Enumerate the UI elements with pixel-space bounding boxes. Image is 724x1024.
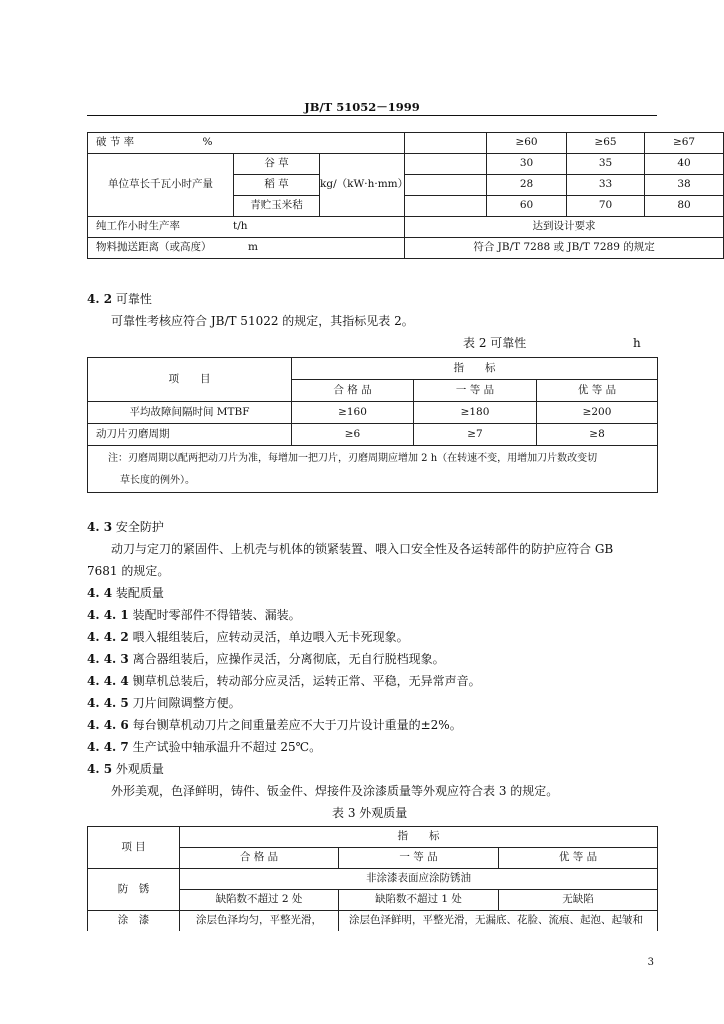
- list-item: 4. 4. 2 喂入辊组装后，应转动灵活，单边喂入无卡死现象。: [87, 630, 409, 644]
- value-cell: ≥67: [645, 133, 724, 154]
- value-cell: ≥65: [567, 133, 645, 154]
- table-cell: [88, 217, 405, 238]
- column-header: 合 格 品: [180, 848, 339, 869]
- value-cell: 涂层色泽均匀，平整光滑，: [180, 911, 339, 932]
- value-cell: 33: [567, 175, 645, 196]
- page-number: 3: [647, 957, 654, 968]
- unit-label: kg/（kW·h·mm）: [320, 154, 405, 217]
- crop-label: 青贮玉米秸: [234, 196, 320, 217]
- table-caption: 表 2 可靠性: [463, 336, 527, 350]
- note-line: 注：刃磨周期以配两把动刀片为准，每增加一把刀片，刃磨周期应增加 2 h（在转速不变，用增加刀片数改变切: [108, 453, 598, 464]
- unit-label: t/h: [233, 220, 248, 233]
- item-label: 破 节 率: [96, 136, 135, 149]
- value-cell: ≥7: [414, 424, 537, 446]
- table-row: [88, 911, 658, 932]
- table-row: [88, 827, 658, 848]
- appearance-table: [87, 826, 658, 931]
- column-header: 项 目: [88, 358, 292, 402]
- section-4-2: [87, 288, 657, 354]
- crop-label: 谷 草: [234, 154, 320, 175]
- value-cell: ≥6: [292, 424, 414, 446]
- column-header: 指 标: [292, 358, 658, 380]
- column-header: 优 等 品: [537, 380, 658, 402]
- header-rule: [87, 115, 657, 116]
- section-title: 可靠性: [115, 292, 152, 306]
- item-label: 平均故障间隔时间 MTBF: [88, 402, 292, 424]
- list-item: 4. 4. 6 每台铡草机动刀片之间重量差应不大于刀片设计重量的±2%。: [87, 718, 462, 732]
- value-cell: 28: [487, 175, 567, 196]
- list-item: 4. 4. 4 铡草机总装后，转动部分应灵活，运转正常、平稳，无异常声音。: [87, 674, 481, 688]
- table-row: [88, 424, 658, 446]
- table-cell: [88, 238, 405, 259]
- section-body: 7681 的规定。: [87, 564, 170, 578]
- column-header: 项 目: [88, 827, 180, 869]
- value-cell: 缺陷数不超过 2 处: [180, 890, 339, 911]
- value-cell: ≥200: [537, 402, 658, 424]
- column-header: 一 等 品: [414, 380, 537, 402]
- reliability-table: [87, 357, 658, 493]
- performance-table: [87, 132, 724, 259]
- value-cell: 80: [645, 196, 724, 217]
- section-title: 外观质量: [115, 762, 164, 776]
- value-cell: ≥160: [292, 402, 414, 424]
- value-cell: 无缺陷: [499, 890, 658, 911]
- section-body: 动刀与定刀的紧固件、上机壳与机体的锁紧装置、喂入口安全性及各运转部件的防护应符合 GB: [111, 542, 614, 556]
- list-item: 4. 4. 5 刀片间隙调整方便。: [87, 696, 241, 710]
- value-cell: 70: [567, 196, 645, 217]
- crop-label: 稻 草: [234, 175, 320, 196]
- value-cell: 涂层色泽鲜明，平整光滑，无漏底、花脸、流痕、起泡、起皱和: [339, 911, 658, 932]
- table-caption: 表 3 外观质量: [332, 806, 408, 820]
- table-cell: [88, 133, 405, 154]
- value-cell: ≥8: [537, 424, 658, 446]
- standard-code-header: JB/T 51052－1999: [304, 100, 420, 114]
- section-body: 可靠性考核应符合 JB/T 51022 的规定，其指标见表 2。: [111, 314, 414, 328]
- table-note: [88, 446, 658, 493]
- item-label: 单位草长千瓦小时产量: [88, 154, 234, 217]
- column-header: 指 标: [180, 827, 658, 848]
- table-row: [88, 446, 658, 493]
- section-number: 4. 5: [87, 762, 113, 776]
- table-row: [88, 402, 658, 424]
- value-cell: 40: [645, 154, 724, 175]
- value-cell: 38: [645, 175, 724, 196]
- column-header: 优 等 品: [499, 848, 658, 869]
- value-cell: 非涂漆表面应涂防锈油: [180, 869, 658, 890]
- table-row: [88, 869, 658, 890]
- item-label: 涂 漆: [88, 911, 180, 932]
- item-label: 动刀片刃磨周期: [88, 424, 292, 446]
- table-row: [88, 238, 724, 259]
- list-item: 4. 4. 3 离合器组装后，应操作灵活，分离彻底，无自行脱档现象。: [87, 652, 445, 666]
- section-number: 4. 3: [87, 520, 113, 534]
- section-number: 4. 4: [87, 586, 113, 600]
- value-cell: ≥180: [414, 402, 537, 424]
- table-row: [88, 154, 724, 175]
- section-title: 安全防护: [115, 520, 164, 534]
- section-body: 外形美观，色泽鲜明，铸件、钣金件、焊接件及涂漆质量等外观应符合表 3 的规定。: [111, 784, 559, 798]
- value-cell: 35: [567, 154, 645, 175]
- section-number: 4. 2: [87, 292, 113, 306]
- column-header: 合 格 品: [292, 380, 414, 402]
- list-item: 4. 4. 1 装配时零部件不得错装、漏装。: [87, 608, 301, 622]
- column-header: 一 等 品: [339, 848, 499, 869]
- unit-label: h: [633, 336, 641, 350]
- table-row: [88, 133, 724, 154]
- note-line: 草长度的例外）。: [120, 475, 195, 486]
- item-label: 物料抛送距离（或高度）: [96, 241, 212, 254]
- value-cell: ≥60: [487, 133, 567, 154]
- unit-label: m: [248, 241, 258, 254]
- item-label: 纯工作小时生产率: [96, 220, 180, 233]
- value-cell: 30: [487, 154, 567, 175]
- list-item: 4. 4. 7 生产试验中轴承温升不超过 25℃。: [87, 740, 322, 754]
- value-cell: 60: [487, 196, 567, 217]
- table-row: [88, 217, 724, 238]
- sections-4-3-to-4-5: [87, 516, 657, 824]
- value-cell: 缺陷数不超过 1 处: [339, 890, 499, 911]
- section-title: 装配质量: [115, 586, 164, 600]
- table-row: [88, 358, 658, 380]
- unit-label: %: [202, 136, 213, 149]
- value-cell: 达到设计要求: [405, 217, 724, 238]
- value-cell: 符合 JB/T 7288 或 JB/T 7289 的规定: [405, 238, 724, 259]
- item-label: 防 锈: [88, 869, 180, 911]
